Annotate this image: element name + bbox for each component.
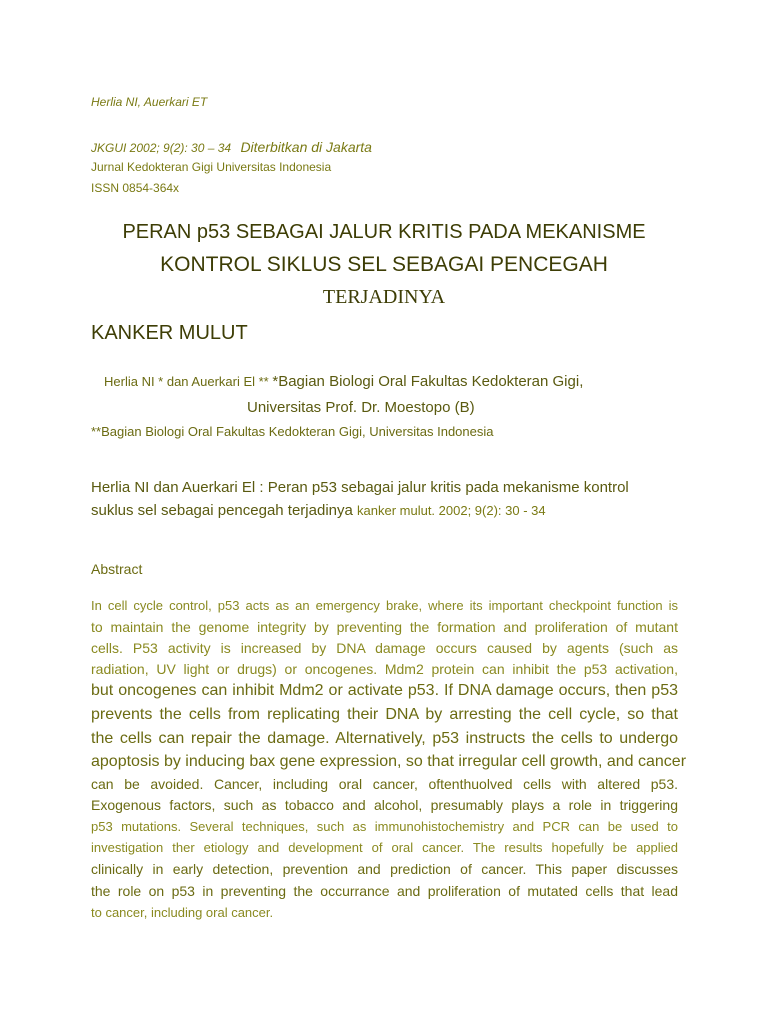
issn: ISSN 0854-364x xyxy=(91,181,180,195)
abstract-heading: Abstract xyxy=(91,561,143,577)
authors-short: Herlia NI, Auerkari ET xyxy=(91,95,208,109)
abstract-line: p53 mutations. Several techniques, such as immunohistochemistry and PCR can be used to xyxy=(91,819,678,834)
citation-line-1: Herlia NI dan Auerkari El : Peran p53 sebagai jalur kritis pada mekanisme kontrol xyxy=(91,479,629,496)
affiliation-line-3: **Bagian Biologi Oral Fakultas Kedokteran Gigi, Universitas Indonesia xyxy=(91,424,494,439)
abstract-line: apoptosis by inducing bax gene expression, so that irregular cell growth, and cancer xyxy=(91,753,687,770)
abstract-line: clinically in early detection, prevention and prediction of cancer. This paper discusses xyxy=(91,861,678,877)
abstract-line: but oncogenes can inhibit Mdm2 or activate p53. If DNA damage occurs, then p53 xyxy=(91,682,678,699)
journal-volume: JKGUI 2002; 9(2): 30 – 34 xyxy=(91,141,232,155)
affiliation-1: *Bagian Biologi Oral Fakultas Kedokteran Gigi, xyxy=(272,373,584,390)
abstract-line: In cell cycle control, p53 acts as an emergency brake, where its important checkpoint function is xyxy=(91,598,678,613)
citation-text: suklus sel sebagai pencegah terjadinya xyxy=(91,502,358,519)
title-line-3: TERJADINYA xyxy=(322,286,446,308)
abstract-line: the cells can repair the damage. Alternatively, p53 instructs the cells to undergo xyxy=(91,730,678,747)
author-names: Herlia NI * dan Auerkari El ** xyxy=(104,374,273,389)
abstract-line: to maintain the genome integrity by preventing the formation and proliferation of mutant xyxy=(91,619,678,635)
abstract-line: can be avoided. Cancer, including oral cancer, oftenthuolved cells with altered p53. xyxy=(91,776,678,792)
title-line-2: KONTROL SIKLUS SEL SEBAGAI PENCEGAH xyxy=(160,253,608,276)
abstract-line: investigation ther etiology and development of oral cancer. The results hopefully be applied xyxy=(91,840,678,855)
citation-line-2 xyxy=(91,502,546,520)
citation-reference: kanker mulut. 2002; 9(2): 30 - 34 xyxy=(357,503,546,518)
publication-place: Diterbitkan di Jakarta xyxy=(240,139,372,155)
title-line-4: KANKER MULUT xyxy=(91,322,248,344)
abstract-line: cells. P53 activity is increased by DNA damage occurs caused by agents (such as xyxy=(91,640,678,656)
abstract-line: radiation, UV light or drugs) or oncogenes. Mdm2 protein can inhibit the p53 activation, xyxy=(91,661,678,677)
journal-reference xyxy=(91,139,372,155)
abstract-line: to cancer, including oral cancer. xyxy=(91,905,274,920)
abstract-line: prevents the cells from replicating their DNA by arresting the cell cycle, so that xyxy=(91,706,678,723)
affiliation-line-2: Universitas Prof. Dr. Moestopo (B) xyxy=(247,399,475,416)
journal-name: Jurnal Kedokteran Gigi Universitas Indonesia xyxy=(91,160,332,174)
title-line-1: PERAN p53 SEBAGAI JALUR KRITIS PADA MEKANISME xyxy=(122,221,646,243)
affiliation-line-1 xyxy=(104,373,583,391)
abstract-line: Exogenous factors, such as tobacco and alcohol, presumably plays a role in triggering xyxy=(91,797,678,813)
abstract-line: the role on p53 in preventing the occurrance and proliferation of mutated cells that lead xyxy=(91,883,678,899)
